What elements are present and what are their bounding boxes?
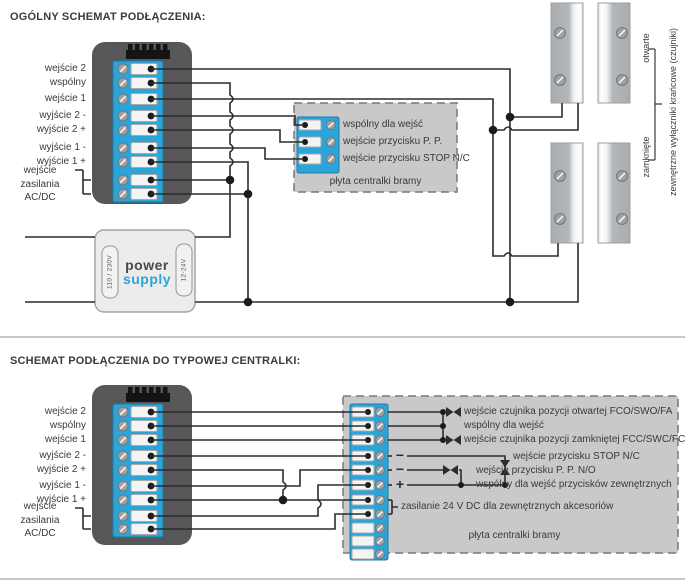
terminal-slot xyxy=(352,549,374,559)
board1-terminal-pp: wejście przycisku P. P. xyxy=(343,136,443,147)
s2-power-label xyxy=(8,500,72,541)
psu-output-rating: 12-24V xyxy=(180,258,188,282)
s1-label-out2m: wyjście 2 - xyxy=(39,110,86,121)
junction-dot xyxy=(440,423,446,429)
psu-logo-power: power xyxy=(125,257,169,273)
board2-row-open-sensor: wejście czujnika pozycji otwartej FCO/SWO/FA xyxy=(464,406,673,417)
board2-row-stop: wejście przycisku STOP N/C xyxy=(513,451,640,462)
connector-pin-icon xyxy=(149,44,154,50)
connector-pin-icon xyxy=(156,44,161,50)
connector-pin-icon xyxy=(128,387,133,393)
board1-terminal-common: wspólny dla wejść xyxy=(343,119,424,130)
s1-label-input1: wejście 1 xyxy=(44,93,86,104)
junction-dot xyxy=(440,409,446,415)
s1-label-input2: wejście 2 xyxy=(44,63,86,74)
s2-label-out2m: wyjście 2 - xyxy=(39,450,86,461)
s1-power-label xyxy=(8,164,72,205)
terminal-slot xyxy=(352,523,374,533)
sensor-closed-switch xyxy=(551,143,583,243)
board2-row-24v: zasilanie 24 V DC dla zewnętrznych akcesoriów xyxy=(401,501,614,512)
connector-base xyxy=(126,393,170,402)
s1-power-line2: zasilania xyxy=(20,178,60,190)
section2-title: SCHEMAT PODŁĄCZENIA DO TYPOWEJ CENTRALKI: xyxy=(10,355,301,367)
s2-label-out1m: wyjście 1 - xyxy=(39,480,86,491)
minus-mark-pp: − xyxy=(395,461,405,477)
s1-label-out1p: wyjście 1 + xyxy=(36,156,86,167)
wire-psu-bus xyxy=(195,243,578,302)
junction-dot xyxy=(279,496,288,505)
s2-label-input2: wejście 2 xyxy=(44,406,86,417)
s2-label-common: wspólny xyxy=(49,420,86,431)
power-bracket-2 xyxy=(75,508,91,529)
sensor-closed-magnet xyxy=(598,143,630,243)
junction-dot xyxy=(226,176,235,185)
power-bracket-1 xyxy=(75,170,91,194)
board2-row-common: wspólny dla wejść xyxy=(464,420,545,431)
s2-label-input1: wejście 1 xyxy=(44,434,86,445)
s1-label-common: wspólny xyxy=(49,77,86,88)
s1-label-out2p: wyjście 2 + xyxy=(36,124,86,135)
s2-label-out2p: wyjście 2 + xyxy=(36,464,86,475)
connector-pin-icon xyxy=(142,44,147,50)
connector-pin-icon xyxy=(163,44,168,50)
junction-dot xyxy=(458,482,464,488)
psu-input-rating: 110 / 230V xyxy=(106,255,114,289)
psu-logo-supply: supply xyxy=(122,271,172,287)
board2-caption: płyta centralki bramy xyxy=(468,530,561,541)
minus-mark-stop: − xyxy=(395,447,405,463)
section1-title: OGÓLNY SCHEMAT PODŁĄCZENIA: xyxy=(10,11,206,23)
junction-dot xyxy=(506,298,515,307)
junction-dot xyxy=(506,113,515,122)
board1-caption: płyta centralki bramy xyxy=(329,176,422,187)
s2-power-line2: zasilania xyxy=(20,514,60,526)
s1-power-line3: AC/DC xyxy=(24,192,56,203)
connector-pin-icon xyxy=(135,44,140,50)
board2-row-pp: wejście przycisku P. P. N/O xyxy=(476,465,596,476)
limit-open-label: otwarte xyxy=(641,33,651,63)
limit-side-label: zewnętrzne wyłączniki krańcowe (czujniki) xyxy=(668,27,678,197)
junction-dot xyxy=(489,126,498,135)
board1-terminal-stop: wejście przycisku STOP N/C xyxy=(343,153,470,164)
sensor-open-switch xyxy=(551,3,583,103)
s2-label-out1p: wyjście 1 + xyxy=(36,494,86,505)
sensor-open-magnet xyxy=(598,3,630,103)
junction-dot xyxy=(440,437,446,443)
s2-power-line3: AC/DC xyxy=(24,528,56,539)
connector-pin-icon xyxy=(149,387,154,393)
junction-dot xyxy=(244,298,253,307)
connector-base xyxy=(126,50,170,59)
connector-pin-icon xyxy=(142,387,147,393)
terminal-slot xyxy=(352,536,374,546)
connector-pin-icon xyxy=(163,387,168,393)
wire-psu-plus xyxy=(195,180,230,237)
s2-power-line1: wejście xyxy=(23,501,57,512)
junction-dot xyxy=(244,190,253,199)
s1-label-out1m: wyjście 1 - xyxy=(39,142,86,153)
board2-row-button-common: wspólny dla wejść przycisków zewnętrznych xyxy=(476,479,672,490)
plus-mark-common: + xyxy=(395,476,405,492)
board2-row-closed-sensor: wejście czujnika pozycji zamkniętej FCC/SWC/FC xyxy=(464,434,685,445)
s1-power-line1: wejście xyxy=(23,165,57,176)
connector-pin-icon xyxy=(135,387,140,393)
connector-pin-icon xyxy=(128,44,133,50)
connector-pin-icon xyxy=(156,387,161,393)
limit-closed-label: zamknięte xyxy=(641,136,651,178)
wire-to-open-switch xyxy=(510,103,562,117)
